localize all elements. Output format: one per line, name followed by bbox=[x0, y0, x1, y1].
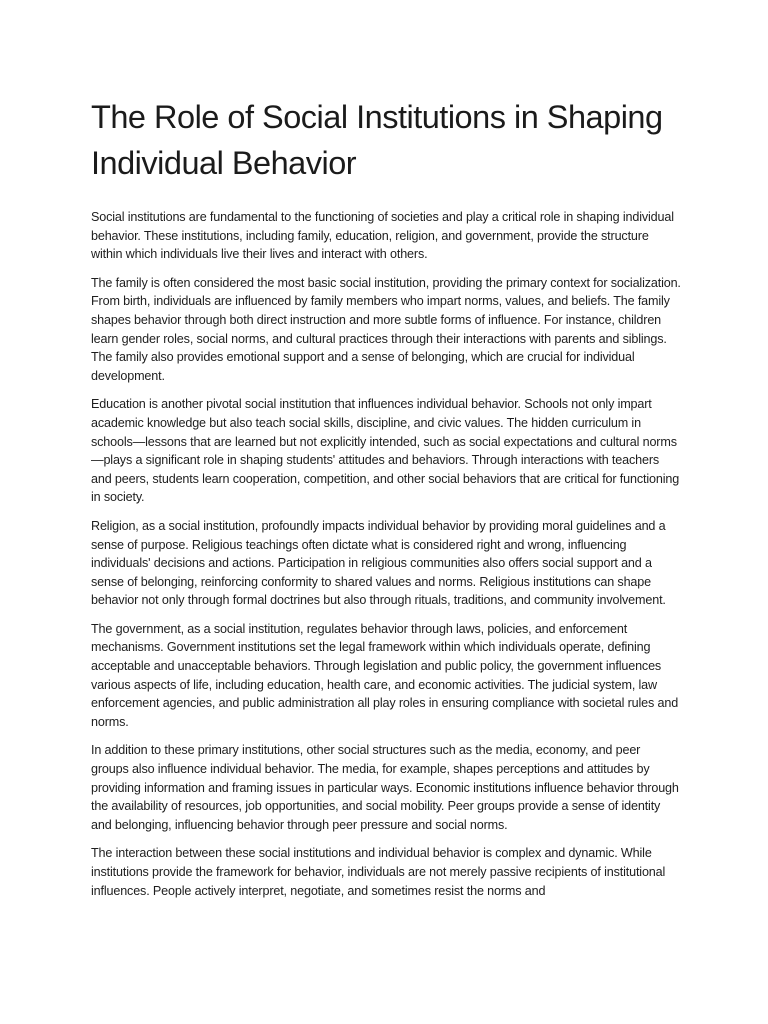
paragraph-family: The family is often considered the most basic social institution, providing the primary context for socialization. From birth, individuals are influenced by family members who impart norms, values, and beliefs. The family shapes behavior through both direct instruction and more subtle forms of influence. For instance, children learn gender roles, social norms, and cultural practices through their interactions with parents and siblings. The family also provides emotional support and a sense of belonging, which are crucial for individual development. bbox=[91, 275, 681, 383]
paragraph-interaction: The interaction between these social institutions and individual behavior is complex and dynamic. While institutions provide the framework for behavior, individuals are not merely passive recipients of institutional influences. People actively interpret, negotiate, and sometimes resist the norms and bbox=[91, 846, 666, 898]
document-title: The Role of Social Institutions in Shaping Individual Behavior bbox=[91, 99, 663, 181]
paragraph-government: The government, as a social institution, regulates behavior through laws, policies, and enforcement mechanisms. Government institutions set the legal framework within which individuals operate, defining acceptable and unacceptable behaviors. Through legislation and public policy, the government influences various aspects of life, including education, health care, and economic activities. The judicial system, law enforcement agencies, and public administration all play roles in ensuring compliance with societal rules and norms. bbox=[91, 621, 679, 729]
paragraph-education: Education is another pivotal social institution that influences individual behavior. Schools not only impart academic knowledge but also teach social skills, discipline, and civic values. The hidden curriculum in schools—lessons that are learned but not explicitly intended, such as social expectations and cultural norms—plays a significant role in shaping students' attitudes and behaviors. Through interactions with teachers and peers, students learn cooperation, competition, and other social behaviors that are critical for functioning in society. bbox=[91, 397, 680, 505]
document-body bbox=[91, 94, 681, 910]
paragraph-intro: Social institutions are fundamental to the functioning of societies and play a critical role in shaping individual behavior. These institutions, including family, education, religion, and government, provide the structure within which individuals live their lives and interact with others. bbox=[91, 210, 674, 262]
paragraph-religion: Religion, as a social institution, profoundly impacts individual behavior by providing moral guidelines and a sense of purpose. Religious teachings often dictate what is considered right and wrong, influencing individuals' decisions and actions. Participation in religious communities also offers social support and a sense of belonging, reinforcing conformity to shared values and norms. Religious institutions can shape behavior not only through formal doctrines but also through rituals, traditions, and community involvement. bbox=[91, 518, 666, 608]
paragraph-other-structures: In addition to these primary institutions, other social structures such as the media, economy, and peer groups also influence individual behavior. The media, for example, shapes perceptions and attitudes by providing information and framing issues in particular ways. Economic institutions influence behavior through the availability of resources, job opportunities, and social mobility. Peer groups provide a sense of identity and belonging, influencing behavior through peer pressure and social norms. bbox=[91, 743, 679, 832]
